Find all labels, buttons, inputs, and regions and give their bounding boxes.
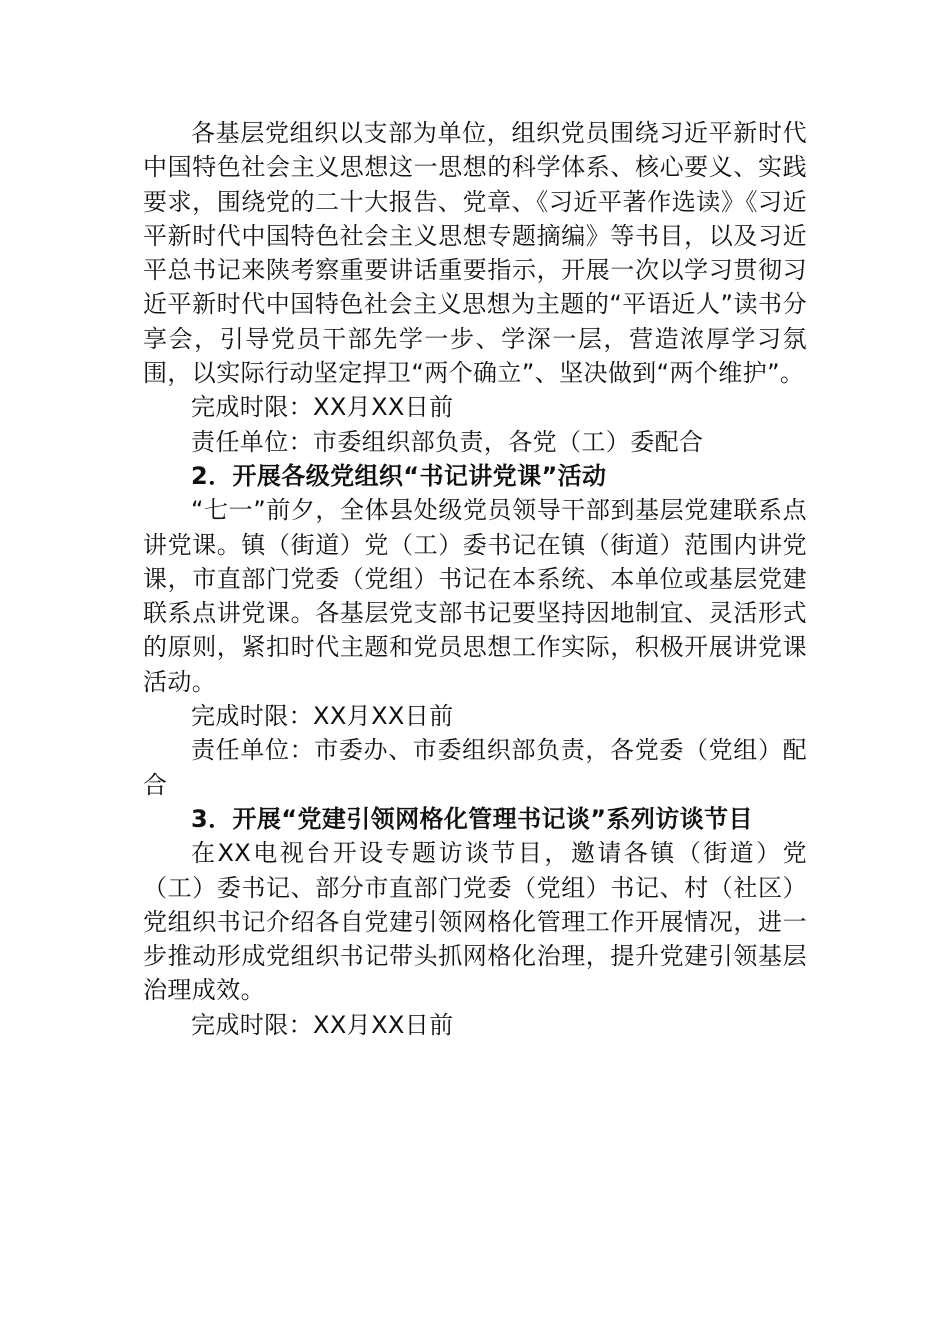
document-body (143, 116, 807, 1042)
paragraph-interview-program: 在XX电视台开设专题访谈节目，邀请各镇（街道）党（工）委书记、部分市直部门党委（党组）书记、村（社区）党组织书记介绍各自党建引领网格化管理工作开展情况，进一步推动形成党组织书记带头抓网格化治理，提升党建引领基层治理成效。 (143, 839, 807, 1005)
responsible-unit-line: 责任单位：市委组织部负责，各党（工）委配合 (191, 427, 704, 456)
deadline-line: 完成时限：XX月XX日前 (191, 702, 454, 731)
section-heading-3: 3．开展“党建引领网格化管理书记谈”系列访谈节目 (191, 804, 753, 833)
deadline-line: 完成时限：XX月XX日前 (191, 1010, 454, 1039)
deadline-line: 完成时限：XX月XX日前 (191, 393, 454, 422)
paragraph-reading-session: 各基层党组织以支部为单位，组织党员围绕习近平新时代中国特色社会主义思想这一思想的科学体系、核心要义、实践要求，围绕党的二十大报告、党章、《习近平著作选读》《习近平新时代中国特色社会主义思想专题摘编》等书目，以及习近平总书记来陕考察重要讲话重要指示，开展一次以学习贯彻习近平新时代中国特色社会主义思想为主题的“平语近人”读书分享会，引导党员干部先学一步、学深一层，营造浓厚学习氛围，以实际行动坚定捍卫“两个确立”、坚决做到“两个维护”。 (143, 119, 807, 388)
paragraph-party-lecture: “七一”前夕，全体县处级党员领导干部到基层党建联系点讲党课。镇（街道）党（工）委书记在镇（街道）范围内讲党课，市直部门党委（党组）书记在本系统、本单位或基层党建联系点讲党课。各基层党支部书记要坚持因地制宜、灵活形式的原则，紧扣时代主题和党员思想工作实际，积极开展讲党课活动。 (143, 496, 807, 696)
responsible-unit-line: 责任单位：市委办、市委组织部负责，各党委（党组）配合 (143, 736, 807, 799)
section-heading-2: 2．开展各级党组织“书记讲党课”活动 (191, 461, 607, 490)
